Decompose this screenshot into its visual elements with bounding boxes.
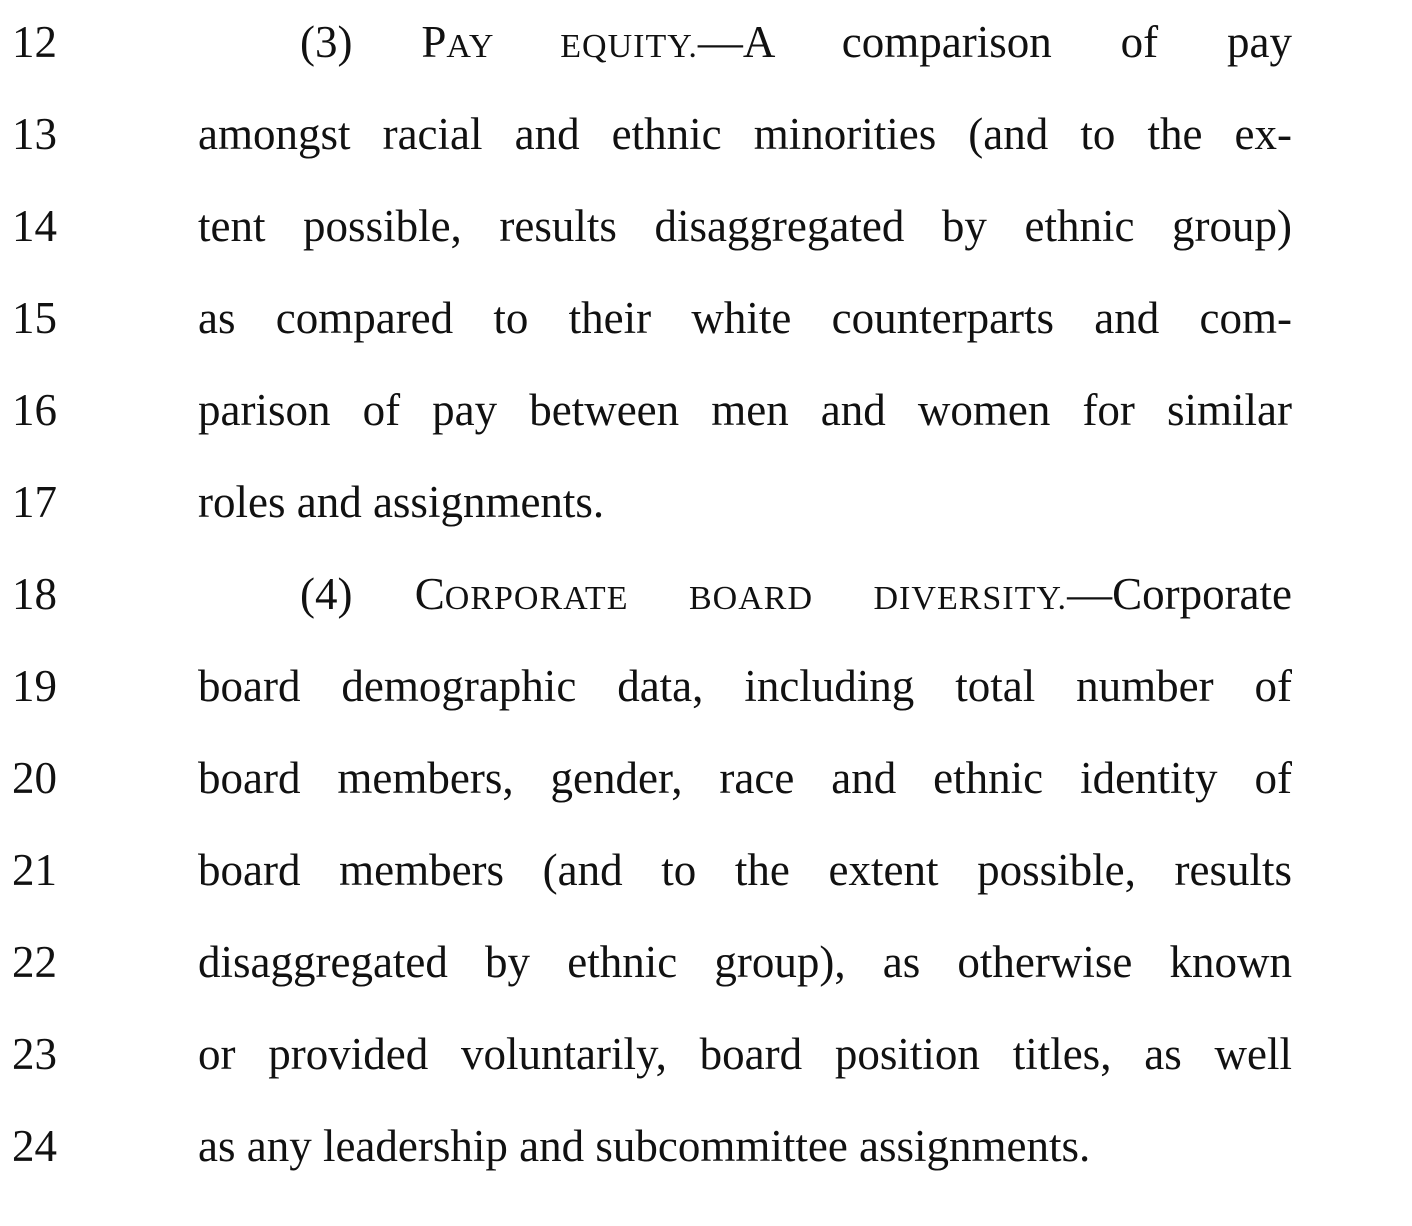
line-number: 18: [12, 569, 57, 619]
line-17: [0, 456, 1412, 548]
line-number: 21: [12, 845, 57, 895]
line-text: disaggregated by ethnic group), as otherwise known: [198, 937, 1292, 987]
line-number: 12: [12, 17, 57, 67]
line-number: 23: [12, 1029, 57, 1079]
line-text: board members, gender, race and ethnic identity of: [198, 753, 1292, 803]
line-number: 16: [12, 385, 57, 435]
line-13: [0, 88, 1412, 180]
line-number: 24: [12, 1121, 57, 1171]
heading-capital: C: [414, 569, 445, 619]
heading-lead-text: —Corporate: [1067, 569, 1292, 619]
heading-small-caps: ORPORATE BOARD DIVERSITY.: [444, 580, 1068, 617]
line-24: [0, 1100, 1412, 1192]
paragraph-enumerator: (4): [300, 569, 353, 619]
line-15: [0, 272, 1412, 364]
heading-lead-text: —A comparison of pay: [697, 17, 1292, 67]
line-22: [0, 916, 1412, 1008]
line-21: [0, 824, 1412, 916]
paragraph-3-heading-line: [300, 0, 1292, 93]
line-number: 17: [12, 477, 57, 527]
line-text: board demographic data, including total number of: [198, 661, 1292, 711]
line-text: as compared to their white counterparts and com-: [198, 293, 1292, 343]
line-text: amongst racial and ethnic minorities (and to the ex-: [198, 109, 1292, 159]
line-number: 15: [12, 293, 57, 343]
line-23: [0, 1008, 1412, 1100]
line-number: 20: [12, 753, 57, 803]
line-text: or provided voluntarily, board position titles, as well: [198, 1029, 1292, 1079]
heading-small-caps: AY EQUITY.: [446, 28, 698, 65]
line-18: [0, 548, 1412, 640]
paragraph-enumerator: (3): [300, 17, 353, 67]
line-16: [0, 364, 1412, 456]
line-14: [0, 180, 1412, 272]
line-19: [0, 640, 1412, 732]
line-text: tent possible, results disaggregated by ethnic group): [198, 201, 1292, 251]
line-text: roles and assignments.: [198, 477, 605, 527]
line-number: 14: [12, 201, 57, 251]
paragraph-4-heading-line: [300, 548, 1292, 645]
line-number: 13: [12, 109, 57, 159]
line-text: parison of pay between men and women for similar: [198, 385, 1292, 435]
line-20: [0, 732, 1412, 824]
line-number: 19: [12, 661, 57, 711]
line-number: 22: [12, 937, 57, 987]
line-text: board members (and to the extent possible, results: [198, 845, 1292, 895]
line-text: as any leadership and subcommittee assignments.: [198, 1121, 1091, 1171]
heading-capital: P: [421, 17, 447, 67]
line-12: [0, 0, 1412, 88]
